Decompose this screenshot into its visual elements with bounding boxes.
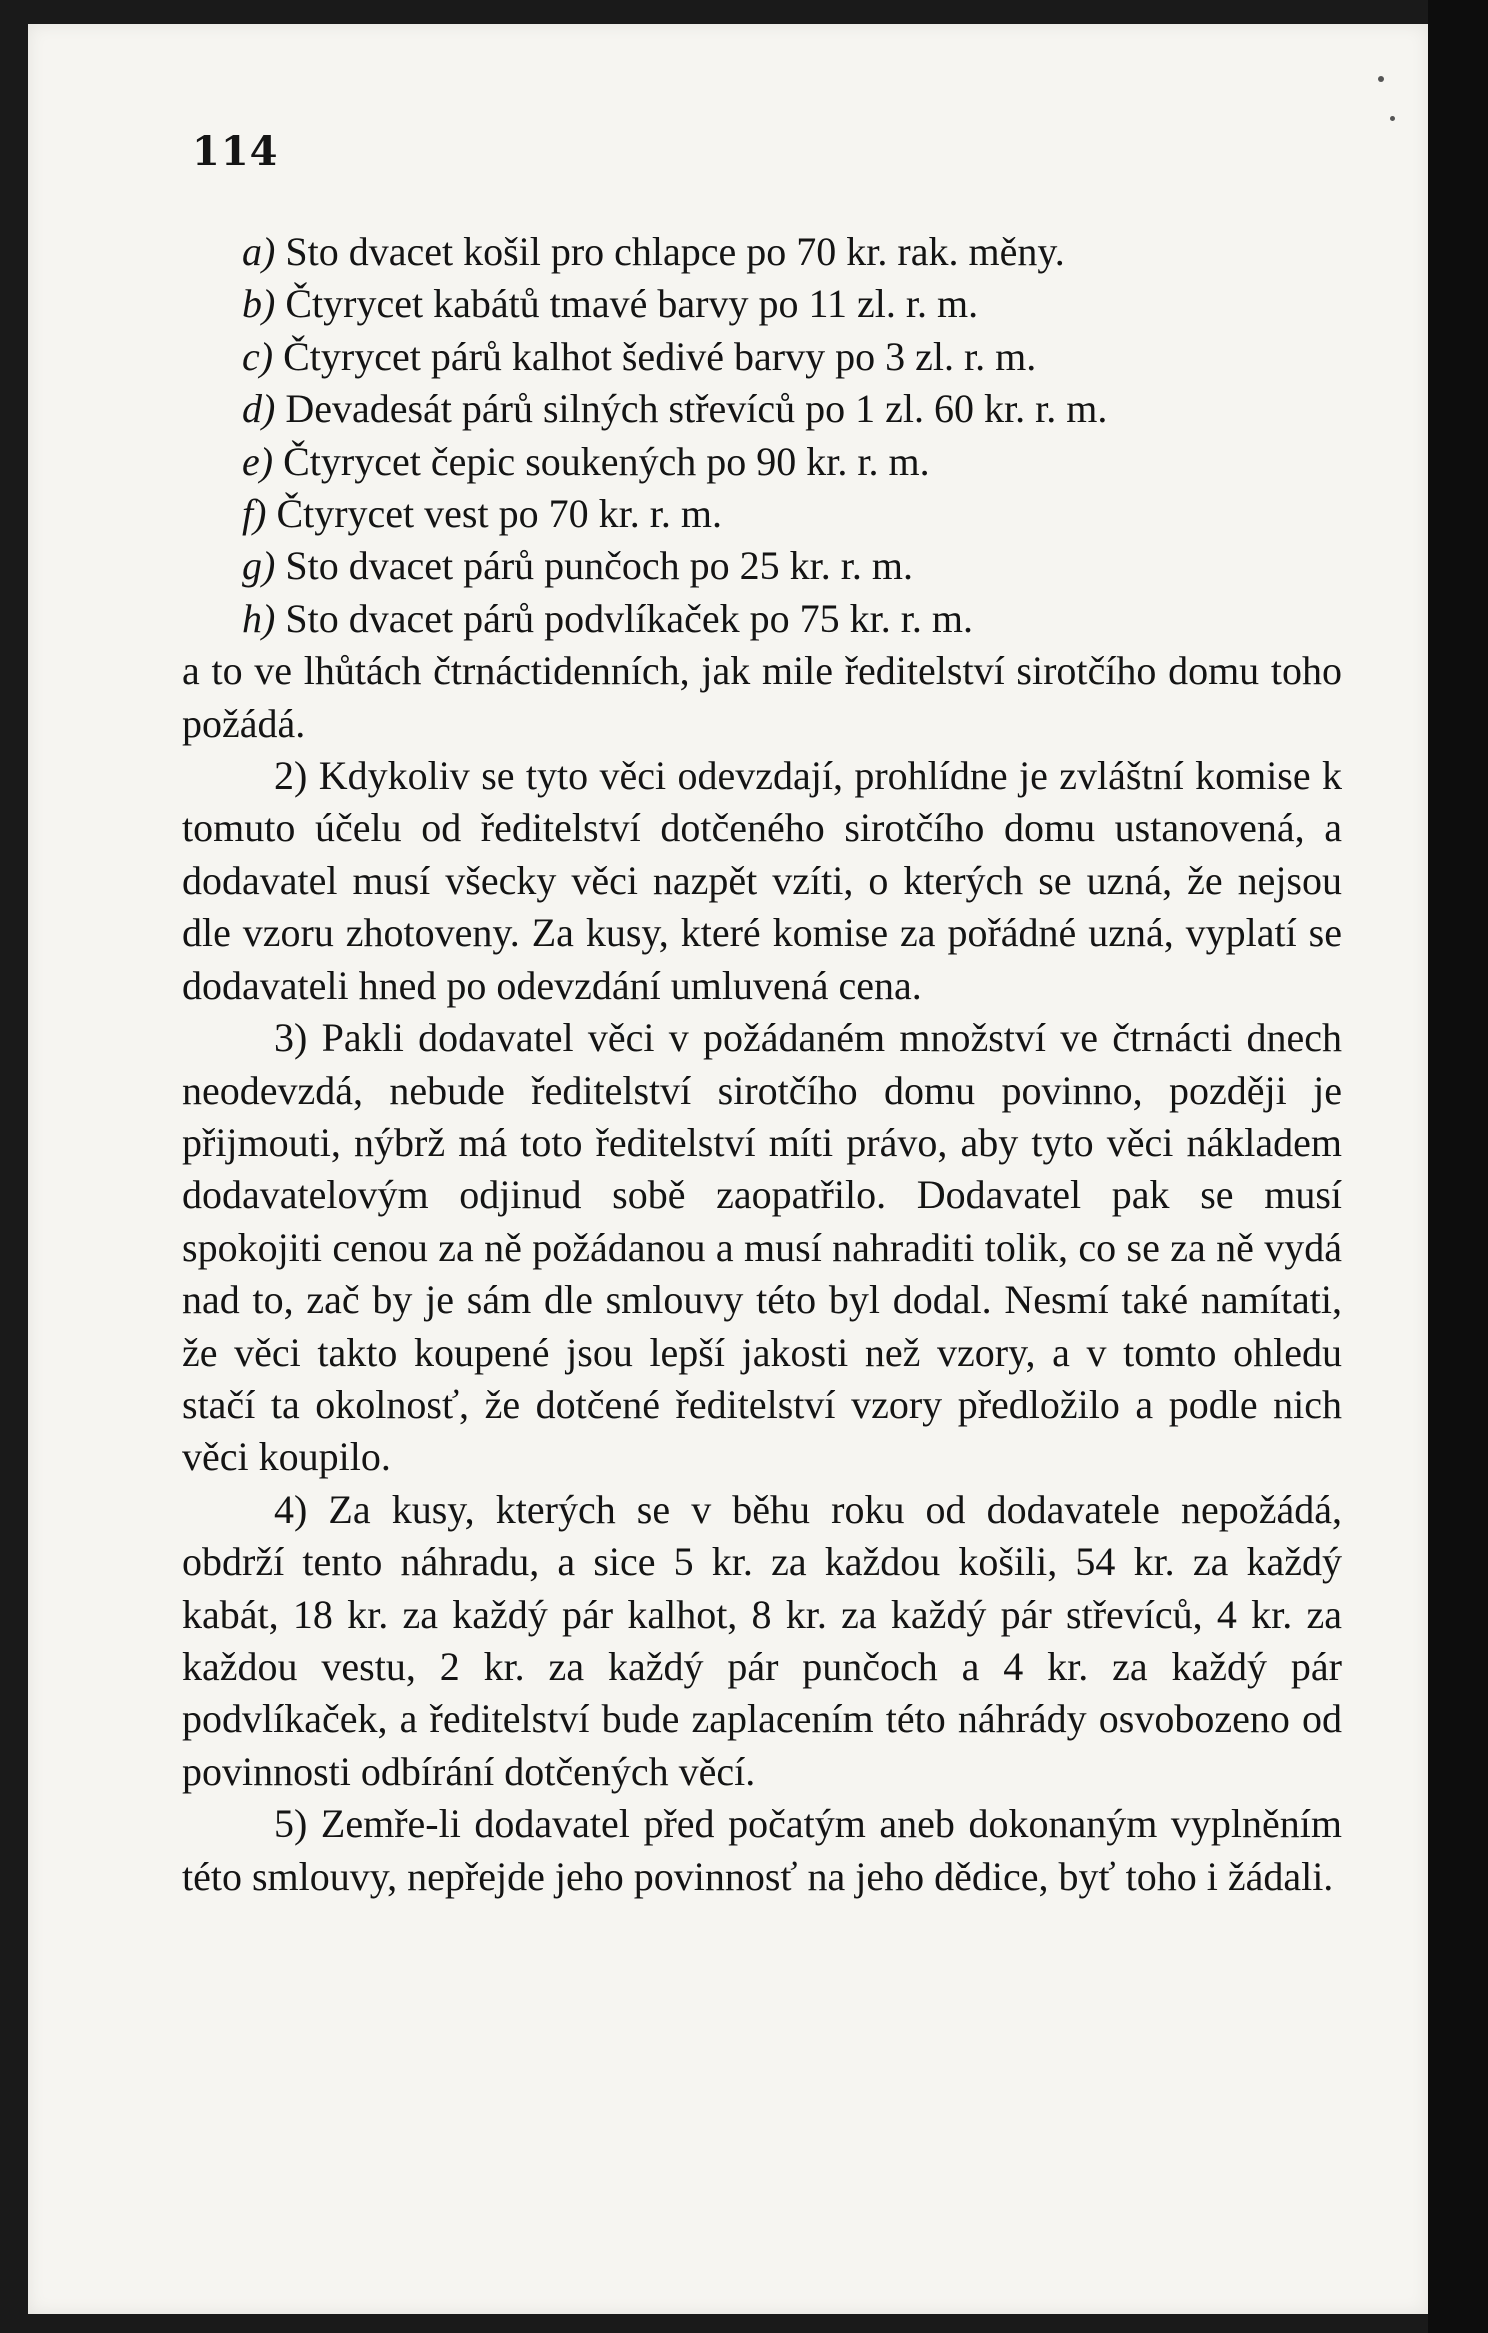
list-text: Sto dvacet košil pro chlapce po 70 kr. rak. měny. [285, 229, 1065, 274]
list-letter: h) [242, 595, 276, 641]
list-letter: a) [242, 229, 276, 274]
list-letter: c) [242, 333, 274, 379]
list-text: Devadesát párů silných střevíců po 1 zl. 60 kr. r. m. [285, 386, 1108, 432]
scan-edge [1428, 0, 1488, 2333]
list-letter: g) [242, 543, 276, 589]
list-letter: d) [242, 386, 276, 432]
ink-speck [1390, 116, 1395, 121]
list-letter: b) [242, 281, 276, 327]
page-body [182, 226, 1342, 1903]
list-text: Čtyrycet párů kalhot šedivé barvy po 3 zl. r. m. [283, 333, 1037, 379]
item-list [182, 226, 1342, 645]
list-item-d [182, 383, 1342, 435]
paragraph-3: 3) Pakli dodavatel věci v požádaném množství ve čtrnácti dnech neodevzdá, nebude ředitelství sirotčího domu povinno, později je přijmouti, nýbrž má toto ředitelství míti právo, aby tyto věci nákladem dodavatelovým odjinud sobě zaopatřilo. Dodavatel pak se musí spokojiti cenou za ně požádanou a musí nahraditi tolik, co se za ně vydá nad to, zač by je sám dle smlouvy této byl dodal. Nesmí také namítati, že věci takto koupené jsou lepší jakosti než vzory, a v tomto ohledu stačí ta okolnosť, že dotčené ředitelství vzory předložilo a podle nich věci koupilo. [182, 1015, 1342, 1480]
list-letter: f) [242, 491, 267, 537]
paragraph-4: 4) Za kusy, kterých se v běhu roku od dodavatele nepožádá, obdrží tento náhradu, a sice 5 kr. za každou košili, 54 kr. za každý kabát, 18 kr. za každý pár kalhot, 8 kr. za každý pár střevíců, 4 kr. za každou vestu, 2 kr. za každý pár punčoch a 4 kr. za každý pár podvlíkaček, a ředitelství bude zaplacením této náhrády osvobozeno od povinnosti odbírání dotčených věcí. [182, 1486, 1342, 1794]
list-item-f [182, 488, 1342, 540]
ink-speck [1378, 76, 1384, 82]
list-item-h [182, 593, 1342, 645]
list-text: Sto dvacet párů podvlíkaček po 75 kr. r. m. [285, 595, 973, 641]
list-letter: e) [242, 438, 274, 484]
list-text: Sto dvacet párů punčoch po 25 kr. r. m. [285, 543, 913, 589]
paragraph-intro: a to ve lhůtách čtrnáctidenních, jak mile ředitelství sirotčího domu toho požádá. [182, 648, 1342, 746]
list-item-c [182, 331, 1342, 383]
paragraph-5: 5) Zemře-li dodavatel před počatým aneb dokonaným vyplněním této smlouvy, nepřejde jeho povinnosť na jeho dědice, byť toho i žádali. [182, 1801, 1342, 1899]
page-number: 114 [192, 128, 279, 175]
list-item-a [182, 226, 1342, 278]
list-text: Čtyrycet čepic soukených po 90 kr. r. m. [283, 438, 930, 484]
list-item-g [182, 540, 1342, 592]
list-item-e [182, 436, 1342, 488]
list-text: Čtyrycet vest po 70 kr. r. m. [276, 491, 722, 537]
paragraph-2: 2) Kdykoliv se tyto věci odevzdají, prohlídne je zvláštní komise k tomuto účelu od ředitelství dotčeného sirotčího domu ustanovená, a dodavatel musí všecky věci nazpět vzíti, o kterých se uzná, že nejsou dle vzoru zhotoveny. Za kusy, které komise za pořádné uzná, vyplatí se dodavateli hned po odevzdání umluvená cena. [182, 753, 1342, 1008]
list-item-b [182, 278, 1342, 330]
list-text: Čtyrycet kabátů tmavé barvy po 11 zl. r. m. [285, 281, 979, 327]
